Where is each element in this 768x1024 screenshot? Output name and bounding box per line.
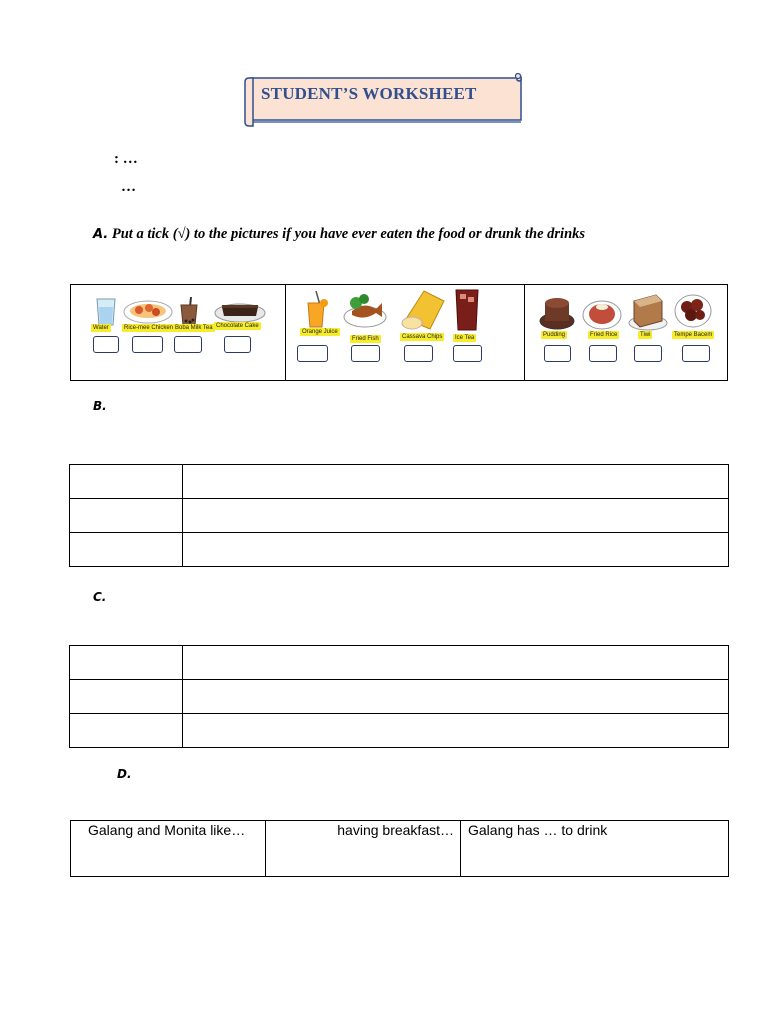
section-a-instruction-text: Put a tick (√) to the pictures if you have ever eaten the food or drunk the drinks	[111, 226, 586, 242]
food-label: Rice-mee Chicken	[124, 325, 174, 331]
food-label: Tempe Bacem	[674, 332, 713, 338]
table-cell[interactable]	[183, 499, 729, 533]
tickbox-chocolate-cake[interactable]	[224, 336, 251, 353]
tickbox-tempe-bacem[interactable]	[682, 345, 710, 362]
table-cell[interactable]	[183, 465, 729, 499]
sentence-cell[interactable]: Galang and Monita like…	[71, 821, 266, 877]
table-row	[70, 646, 729, 680]
table-cell[interactable]	[183, 646, 729, 680]
tickbox-fried-fish[interactable]	[351, 345, 380, 362]
food-label: Fried Rice	[590, 332, 618, 338]
table-cell[interactable]	[70, 680, 183, 714]
tickbox-tiwi[interactable]	[634, 345, 662, 362]
food-label: Tiwi	[640, 332, 651, 338]
food-label: Ice Tea	[455, 335, 475, 341]
table-row	[70, 680, 729, 714]
food-group-3	[524, 285, 728, 380]
table-cell[interactable]	[70, 499, 183, 533]
section-d-sentence-table	[70, 820, 729, 877]
food-label: Pudding	[543, 332, 566, 338]
tickbox-pudding[interactable]	[544, 345, 571, 362]
table-cell[interactable]	[70, 714, 183, 748]
table-cell[interactable]	[70, 646, 183, 680]
water-glass-icon	[94, 297, 118, 327]
section-b-letter: B.	[93, 399, 107, 413]
food-label: Orange Juice	[302, 329, 338, 335]
orange-juice-icon	[304, 291, 328, 329]
food-label: Chocolate Cake	[216, 323, 259, 329]
food-group-2	[285, 285, 524, 380]
tickbox-rice-chicken[interactable]	[132, 336, 163, 353]
food-label: Water	[93, 325, 109, 331]
table-row	[70, 499, 729, 533]
section-d-letter: D.	[117, 767, 132, 781]
title-banner	[241, 72, 525, 128]
food-picture-table	[70, 284, 728, 381]
tickbox-ice-tea[interactable]	[453, 345, 482, 362]
tickbox-orange-juice[interactable]	[297, 345, 328, 362]
ice-tea-icon	[454, 288, 480, 332]
pudding-icon	[539, 291, 575, 331]
table-cell[interactable]	[183, 533, 729, 567]
section-a-instruction	[93, 226, 693, 243]
fried-fish-icon	[342, 287, 388, 329]
tempe-bacem-icon	[674, 293, 712, 329]
fried-rice-icon	[582, 293, 622, 331]
food-label: Fried Fish	[352, 336, 379, 342]
worksheet-title: STUDENT’S WORKSHEET	[261, 84, 477, 103]
tickbox-boba-tea[interactable]	[174, 336, 202, 353]
boba-tea-icon	[178, 297, 200, 327]
rice-chicken-icon	[123, 298, 173, 324]
section-c-table	[69, 645, 729, 748]
sentence-cell[interactable]: having breakfast…	[266, 821, 461, 877]
tickbox-water[interactable]	[93, 336, 119, 353]
table-row	[70, 714, 729, 748]
food-group-1	[71, 285, 285, 380]
tickbox-fried-rice[interactable]	[589, 345, 617, 362]
section-c-letter: C.	[93, 590, 107, 604]
chocolate-cake-icon	[214, 299, 266, 323]
table-row	[70, 465, 729, 499]
meta-line-name: : …	[114, 151, 138, 167]
meta-line-class: …	[121, 179, 136, 195]
table-cell[interactable]	[183, 680, 729, 714]
table-row	[70, 533, 729, 567]
tiwi-cake-icon	[628, 291, 668, 331]
table-cell[interactable]	[183, 714, 729, 748]
section-b-table	[69, 464, 729, 567]
section-a-letter: A.	[93, 227, 109, 242]
table-cell[interactable]	[70, 533, 183, 567]
tickbox-cassava-chips[interactable]	[404, 345, 433, 362]
sentence-cell[interactable]: Galang has … to drink	[461, 821, 729, 877]
food-label: Cassava Chips	[402, 334, 443, 340]
table-cell[interactable]	[70, 465, 183, 499]
cassava-chips-icon	[400, 289, 448, 331]
food-label: Boba Milk Tea	[175, 325, 213, 331]
table-row	[71, 821, 729, 877]
